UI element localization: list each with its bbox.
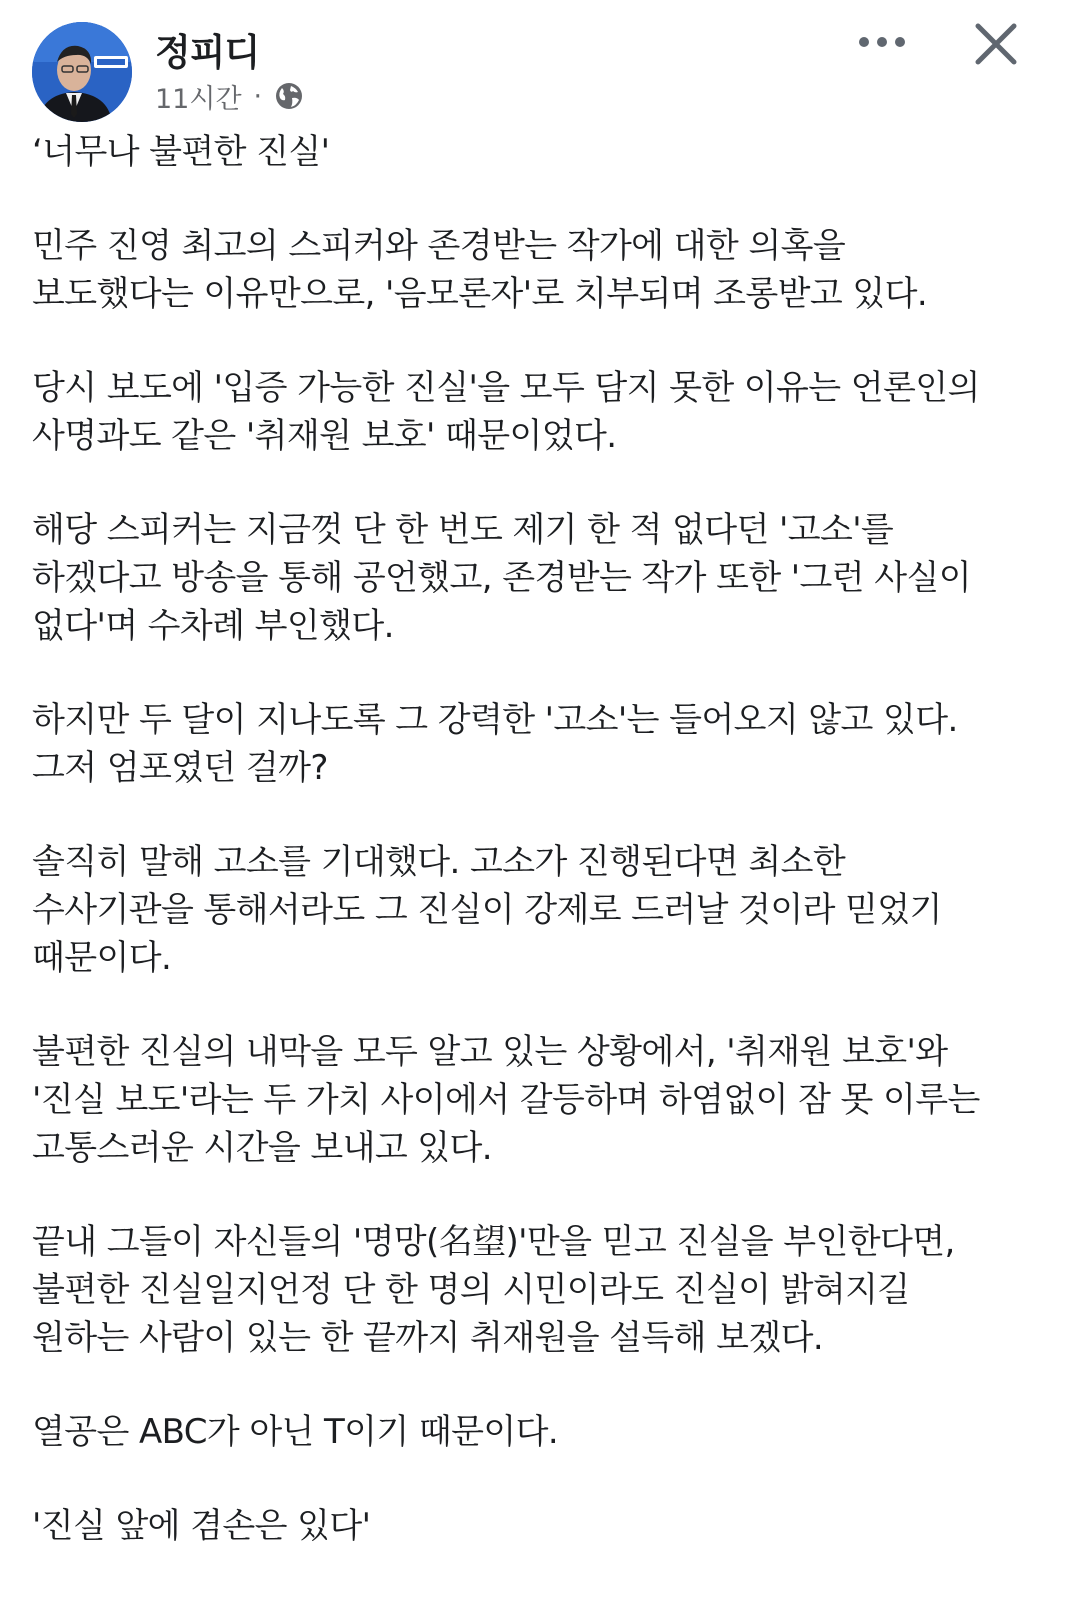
post-paragraph xyxy=(32,1028,1042,1172)
globe-icon[interactable] xyxy=(274,81,304,111)
post-line: 하지만 두 달이 지나도록 그 강력한 '고소'는 들어오지 않고 있다. xyxy=(32,700,958,740)
author-name[interactable]: 정피디 xyxy=(155,31,260,74)
post-line: 끝내 그들이 자신들의 '명망(名望)'만을 믿고 진실을 부인한다면, xyxy=(32,1222,955,1262)
post-paragraph xyxy=(32,1502,1042,1550)
post-meta xyxy=(155,78,304,114)
post-paragraph xyxy=(32,1218,1042,1362)
post-paragraph xyxy=(32,128,1042,176)
post-paragraph xyxy=(32,222,1042,318)
post-line: 수사기관을 통해서라도 그 진실이 강제로 드러날 것이라 믿었기 xyxy=(32,890,942,930)
post-line: 불편한 진실의 내막을 모두 알고 있는 상황에서, '취재원 보호'와 xyxy=(32,1032,948,1072)
post-line: 고통스러운 시간을 보내고 있다. xyxy=(32,1128,493,1168)
post-line: 때문이다. xyxy=(32,938,172,978)
post-paragraph xyxy=(32,696,1042,792)
post-line: 불편한 진실일지언정 단 한 명의 시민이라도 진실이 밝혀지길 xyxy=(32,1270,910,1310)
post-line: 사명과도 같은 '취재원 보호' 때문이었다. xyxy=(32,416,617,456)
post-paragraph xyxy=(32,364,1042,460)
post-paragraph xyxy=(32,506,1042,650)
post-line: 없다'며 수차례 부인했다. xyxy=(32,606,394,646)
post-line: 그저 엄포였던 걸까? xyxy=(32,748,328,788)
post-line: 당시 보도에 '입증 가능한 진실'을 모두 담지 못한 이유는 언론인의 xyxy=(32,368,980,408)
post-line: 솔직히 말해 고소를 기대했다. 고소가 진행된다면 최소한 xyxy=(32,842,846,882)
close-button[interactable] xyxy=(968,16,1024,72)
post-line: 열공은 ABC가 아닌 T이기 때문이다. xyxy=(32,1412,559,1452)
post-line: 보도했다는 이유만으로, '음모론자'로 치부되며 조롱받고 있다. xyxy=(32,274,928,314)
post-line: 해당 스피커는 지금껏 단 한 번도 제기 한 적 없다던 '고소'를 xyxy=(32,510,894,550)
post-paragraph xyxy=(32,1408,1042,1456)
post-body xyxy=(32,128,1042,1596)
more-icon xyxy=(852,22,916,62)
post-paragraph xyxy=(32,838,1042,982)
meta-separator: · xyxy=(253,80,263,112)
post-line: 하겠다고 방송을 통해 공언했고, 존경받는 작가 또한 '그런 사실이 xyxy=(32,558,971,598)
post-time[interactable]: 11시간 xyxy=(155,83,242,115)
more-options-button[interactable] xyxy=(852,22,916,62)
post-line: '진실 보도'라는 두 가치 사이에서 갈등하며 하염없이 잠 못 이루는 xyxy=(32,1080,980,1120)
post-line: ‘너무나 불편한 진실' xyxy=(32,132,330,172)
avatar-image xyxy=(32,22,132,122)
post-line: 민주 진영 최고의 스피커와 존경받는 작가에 대한 의혹을 xyxy=(32,226,846,266)
avatar[interactable] xyxy=(32,22,132,122)
post-line: '진실 앞에 겸손은 있다' xyxy=(32,1506,371,1546)
post-header xyxy=(0,0,1080,130)
post-line: 원하는 사람이 있는 한 끝까지 취재원을 설득해 보겠다. xyxy=(32,1318,824,1358)
close-icon xyxy=(968,16,1024,72)
